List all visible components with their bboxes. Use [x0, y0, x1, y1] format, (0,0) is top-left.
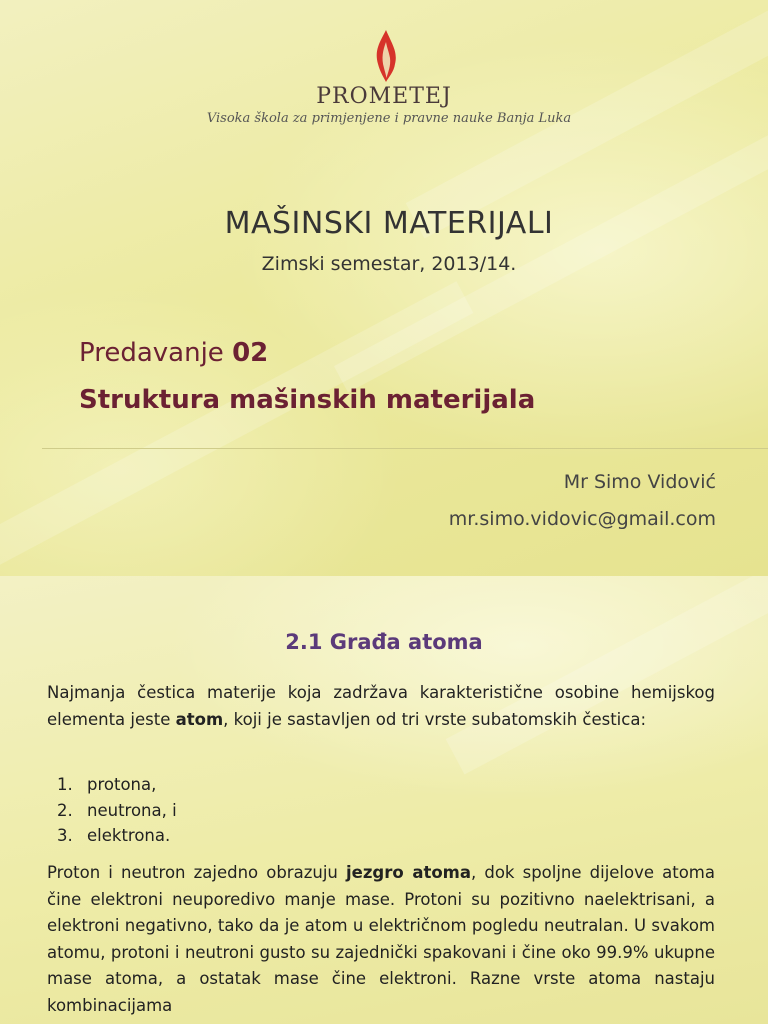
- list-item: [47, 772, 177, 798]
- list-item: [47, 798, 177, 824]
- divider: [42, 448, 768, 449]
- list-text: elektrona.: [87, 826, 171, 845]
- paragraph-nucleus: [47, 860, 715, 1019]
- content-slide: [0, 576, 768, 1024]
- lecture-number: 02: [232, 338, 269, 368]
- paragraph-bold-term: atom: [175, 709, 224, 729]
- particle-list: [47, 772, 177, 849]
- section-heading: 2.1 Građa atoma: [285, 630, 483, 654]
- logo-subtitle: Visoka škola za primjenjene i pravne nauke Banja Luka: [206, 111, 572, 126]
- semester-subtitle: Zimski semestar, 2013/14.: [261, 253, 517, 275]
- paragraph-text: Proton i neutron zajedno obrazuju: [47, 863, 346, 882]
- list-text: neutrona, i: [87, 800, 177, 820]
- lecture-label: [79, 338, 268, 368]
- lecture-prefix: Predavanje: [79, 338, 224, 368]
- paragraph-text: Najmanja čestica materije koja zadržava karakteristične osobine hemijskog elementa jeste: [47, 683, 715, 729]
- logo-name: PROMETEJ: [316, 84, 452, 109]
- background-stripe: [446, 576, 768, 775]
- list-item: [47, 823, 177, 849]
- lecture-title: Struktura mašinskih materijala: [79, 385, 536, 415]
- list-number: 2.: [57, 800, 73, 820]
- paragraph-text: , dok spoljne dijelove atoma čine elektroni neuporedivo manje mase. Protoni su pozitivno naelektrisani, a elektroni negativno, tako da je atom u električnom pogledu neutralan. U svakom atomu, protoni i neutroni gusto su zajednički spakovani i čine oko 99.9% ukupne mase atoma, a ostatak mase čine elektroni. Razne vrste atoma nastaju kombinacijama: [47, 863, 715, 1015]
- list-number: 1.: [57, 775, 73, 794]
- author-email[interactable]: mr.simo.vidovic@gmail.com: [448, 508, 716, 530]
- list-text: protona,: [87, 775, 157, 794]
- background-stripe: [0, 281, 473, 576]
- paragraph-text: , koji je sastavljen od tri vrste subatomskih čestica:: [223, 709, 647, 729]
- course-title: MAŠINSKI MATERIJALI: [224, 206, 554, 241]
- flame-logo-icon: [372, 28, 400, 84]
- list-number: 3.: [57, 826, 73, 845]
- paragraph-bold-term: jezgro atoma: [345, 863, 472, 882]
- author-name: Mr Simo Vidović: [563, 471, 716, 493]
- paragraph-intro: [47, 680, 715, 733]
